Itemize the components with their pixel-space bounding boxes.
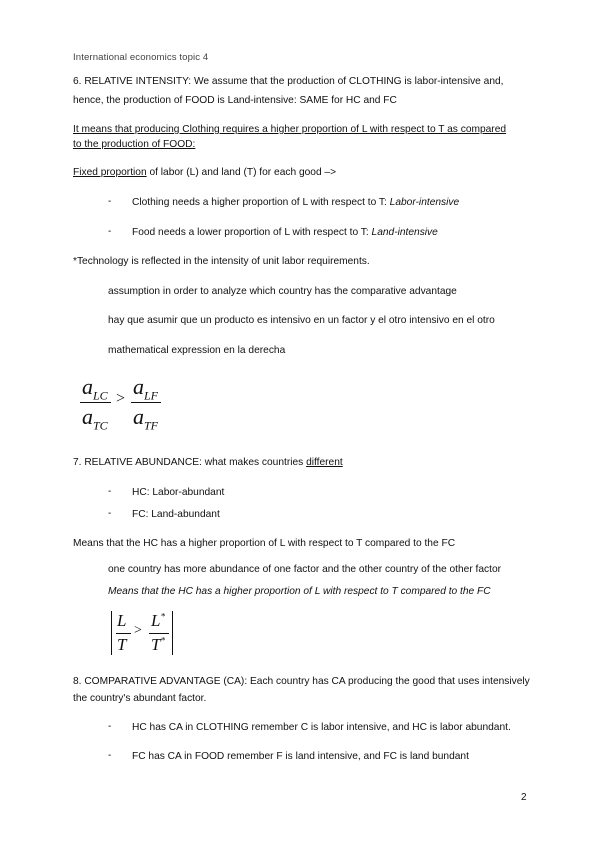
section6-means-line2: to the production of FOOD: bbox=[73, 139, 196, 150]
running-header: International economics topic 4 bbox=[73, 52, 209, 63]
fc-ca-bullet: FC has CA in FOOD remember F is land intensive, and FC is land bundant bbox=[132, 751, 469, 762]
section7-title bbox=[73, 456, 343, 469]
clothing-bullet bbox=[132, 196, 459, 209]
section7-title-underlined: different bbox=[306, 457, 343, 468]
bullet-dash: - bbox=[108, 508, 112, 519]
formula2-greater-than: > bbox=[134, 623, 142, 638]
page-number: 2 bbox=[521, 792, 527, 803]
clothing-bullet-text: Clothing needs a higher proportion of L with respect to T: bbox=[132, 197, 390, 208]
formula1-bar1 bbox=[80, 402, 111, 403]
section7-means: Means that the HC has a higher proportion of L with respect to T compared to the FC bbox=[73, 538, 456, 549]
hc-ca-bullet: HC has CA in CLOTHING remember C is labor intensive, and HC is labor abundant. bbox=[132, 722, 511, 733]
formula2-num2: L* bbox=[151, 611, 165, 630]
bullet-dash: - bbox=[108, 226, 112, 237]
formula2-right-bar bbox=[172, 611, 173, 655]
formula1-den1: $a_{TC}$ bbox=[82, 404, 108, 433]
formula1-num1: $a_{LC}$ bbox=[82, 374, 108, 403]
section8-line1: 8. COMPARATIVE ADVANTAGE (CA): Each country has CA producing the good that uses intensively bbox=[73, 676, 530, 687]
clothing-bullet-italic: Labor-intensive bbox=[389, 197, 460, 208]
bullet-dash: - bbox=[108, 721, 112, 732]
fixed-proportion-term: Fixed proportion bbox=[73, 167, 147, 178]
annotation-math: mathematical expression en la derecha bbox=[108, 345, 286, 356]
annotation-assumption: assumption in order to analyze which country has the comparative advantage bbox=[108, 286, 457, 297]
hc-abundance-bullet: HC: Labor-abundant bbox=[132, 487, 225, 498]
food-bullet-italic: Land-intensive bbox=[371, 227, 438, 238]
annotation-means-italic: Means that the HC has a higher proportion of L with respect to T compared to the FC bbox=[108, 586, 491, 597]
formula1-bar2 bbox=[131, 402, 161, 403]
bullet-dash: - bbox=[108, 486, 112, 497]
formula2-left-bar bbox=[111, 611, 112, 655]
formula2-den2: T* bbox=[151, 635, 165, 654]
section6-means-line1: It means that producing Clothing requires a higher proportion of L with respect to T as compared bbox=[73, 124, 507, 135]
formula2-bar1 bbox=[116, 633, 131, 634]
annotation-abundance: one country has more abundance of one factor and the other country of the other factor bbox=[108, 564, 502, 575]
technology-note: *Technology is reflected in the intensity of unit labor requirements. bbox=[73, 256, 370, 267]
annotation-spanish: hay que asumir que un producto es intensivo en un factor y el otro intensivo en el otro bbox=[108, 315, 495, 326]
section7-title-text: 7. RELATIVE ABUNDANCE: what makes countries bbox=[73, 457, 307, 468]
section6-line1: 6. RELATIVE INTENSITY: We assume that the production of CLOTHING is labor-intensive and, bbox=[73, 76, 504, 87]
formula1-den2: $a_{TF}$ bbox=[133, 404, 159, 433]
formula2-den1: T bbox=[117, 635, 127, 654]
formula1-num2: $a_{LF}$ bbox=[133, 374, 159, 403]
formula2-bar2 bbox=[149, 633, 169, 634]
section6-line2: hence, the production of FOOD is Land-intensive: SAME for HC and FC bbox=[73, 95, 397, 106]
section8-line2: the country's abundant factor. bbox=[73, 693, 207, 704]
formula1-greater-than: > bbox=[116, 390, 126, 407]
fixed-proportion-rest: of labor (L) and land (T) for each good –> bbox=[146, 167, 337, 178]
formula2-num1: L bbox=[117, 611, 127, 630]
food-bullet-text: Food needs a lower proportion of L with respect to T: bbox=[132, 227, 372, 238]
bullet-dash: - bbox=[108, 750, 112, 761]
bullet-dash: - bbox=[108, 196, 112, 207]
food-bullet bbox=[132, 226, 438, 239]
fc-abundance-bullet: FC: Land-abundant bbox=[132, 509, 220, 520]
fixed-proportion-line bbox=[73, 166, 336, 179]
